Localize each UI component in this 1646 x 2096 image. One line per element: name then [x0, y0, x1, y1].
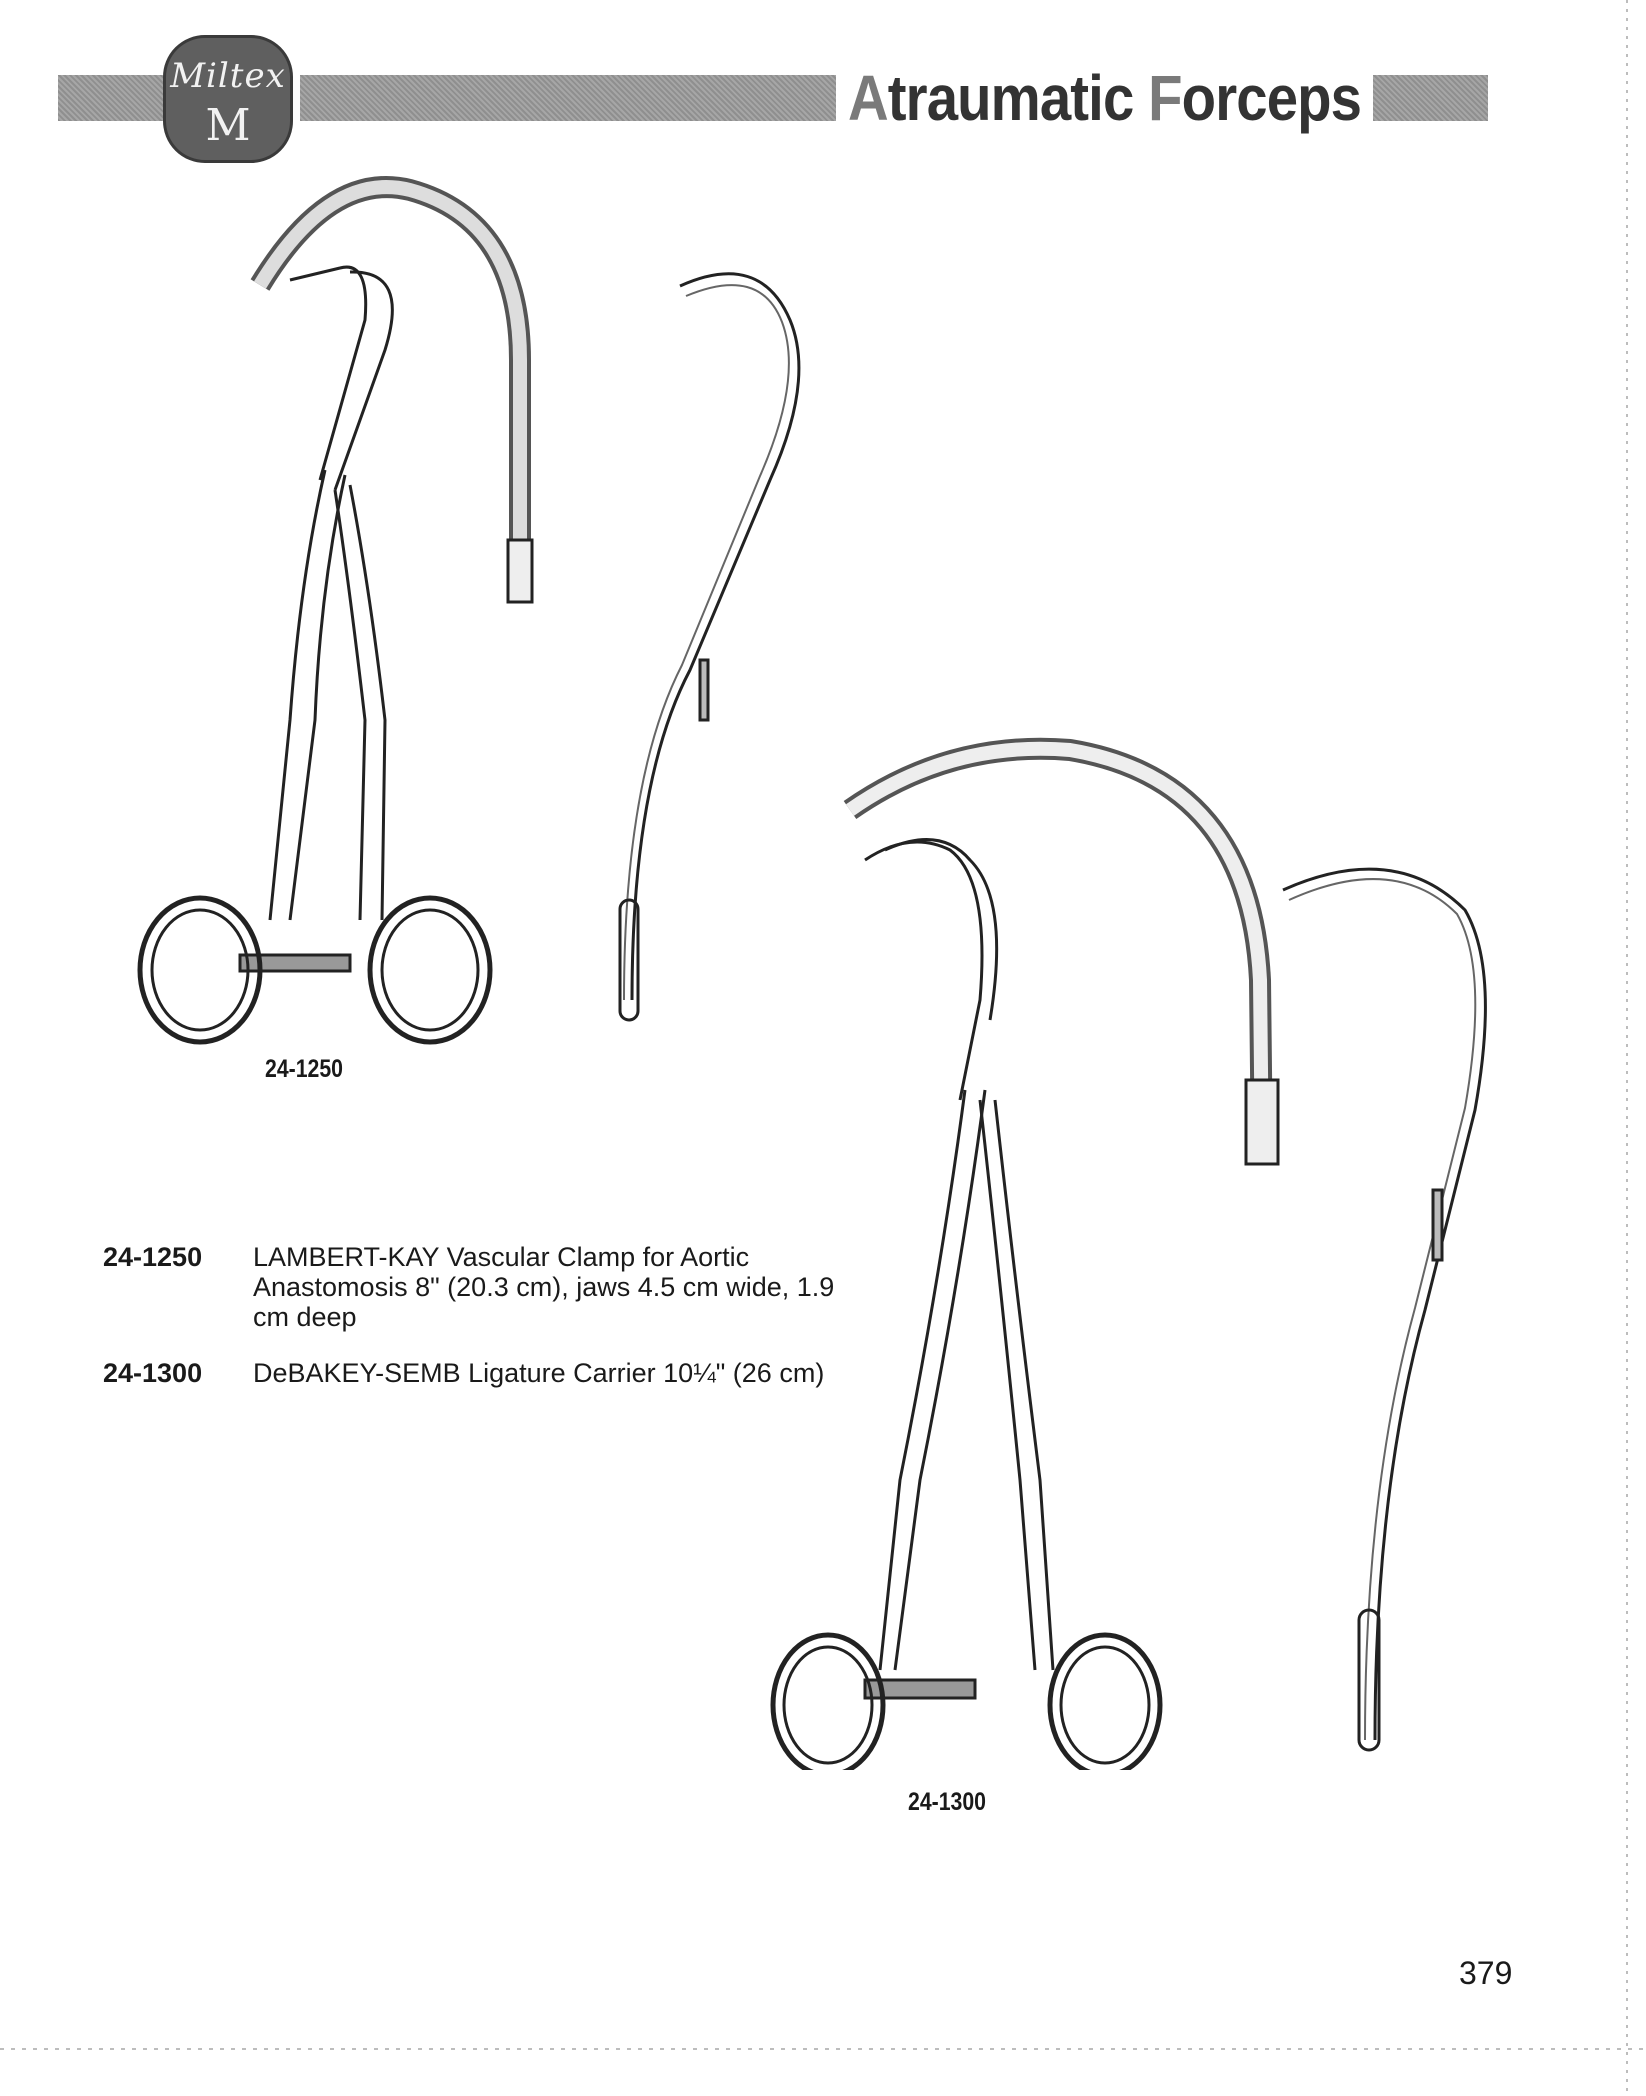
ligature-carrier-illustration: [1275, 850, 1505, 1770]
header-bar-left: [58, 75, 166, 121]
title-cap-f: F: [1148, 62, 1182, 134]
list-item: [103, 1242, 903, 1332]
clamp-illustration: [120, 160, 580, 1060]
scan-edge-right: [1626, 0, 1628, 2096]
header-bar-right: [1373, 75, 1488, 121]
figure-caption: 24-1300: [908, 1788, 986, 1816]
scan-edge-bottom: [0, 2048, 1646, 2050]
catalog-number: 24-1300: [103, 1358, 203, 1388]
figure-caption: 24-1250: [265, 1055, 343, 1083]
page-title: [848, 58, 1361, 138]
page-number: 379: [1459, 1955, 1513, 1991]
logo-script-text: Miltex: [170, 56, 286, 96]
title-part-1: traumatic: [887, 62, 1149, 134]
header-bar-middle: [300, 75, 836, 121]
list-item: [103, 1358, 903, 1390]
title-cap-a: A: [848, 62, 888, 134]
logo-mark-text: M: [205, 100, 251, 151]
item-description: DeBAKEY-SEMB Ligature Carrier 10¼" (26 cm): [253, 1358, 825, 1388]
title-part-2: orceps: [1181, 62, 1362, 134]
catalog-number: 24-1250: [103, 1242, 203, 1272]
item-description: LAMBERT-KAY Vascular Clamp for Aortic Anastomosis 8" (20.3 cm), jaws 4.5 cm wide, 1.9 cm deep: [253, 1242, 835, 1332]
miltex-logo: [163, 35, 293, 163]
